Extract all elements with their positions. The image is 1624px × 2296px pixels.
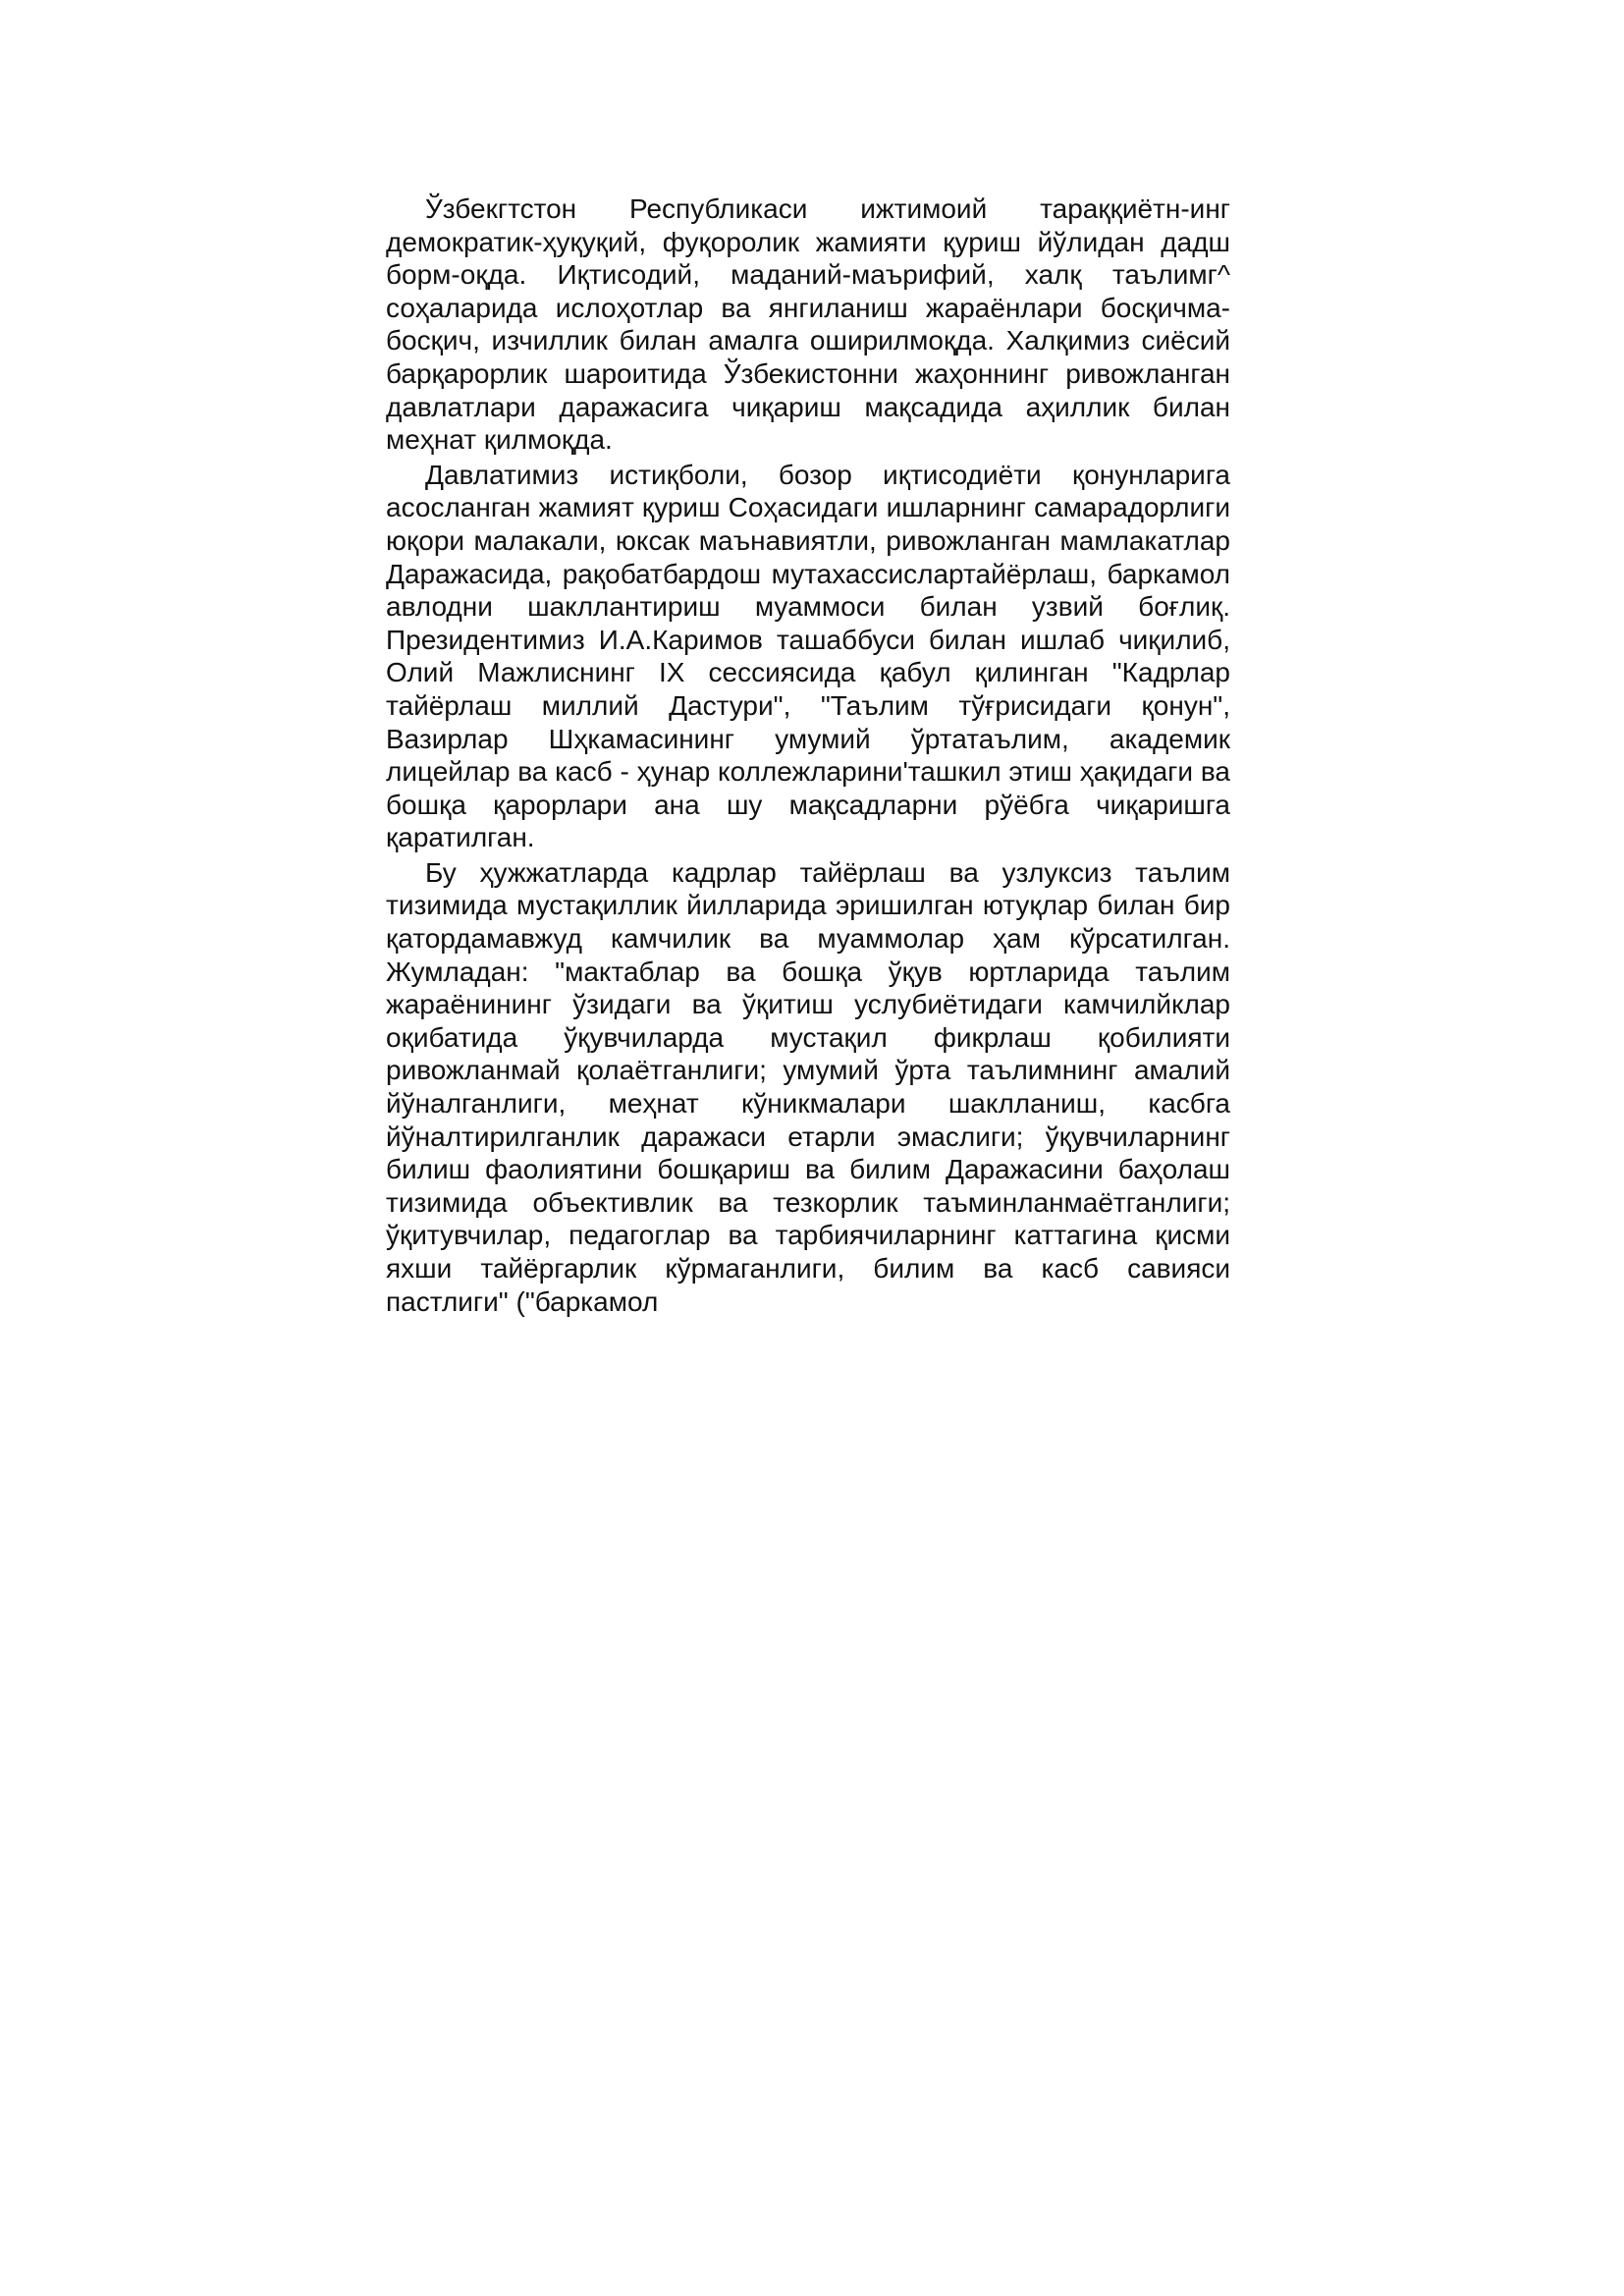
paragraph-3: Бу ҳужжатларда кадрлар тайёрлаш ва узлуксиз таълим тизимида мустақиллик йилларида эришилган ютуқлар билан бир қатордамавжуд камчилик ва муаммолар ҳам кўрсатилган. Жумладан: "мактаблар ва бошқа ўқув юртларида таълим жараёнининг ўзидаги ва ўқитиш услубиётидаги камчилйклар оқибатида ўқувчиларда мустақил фикрлаш қобилияти ривожланмай қолаётганлиги; умумий ўрта таълимнинг амалий йўналганлиги, меҳнат кўникмалари шаклланиш, касбга йўналтирилганлик даражаси етарли эмаслиги; ўқувчиларнинг билиш фаолиятини бошқариш ва билим Даражасини баҳолаш тизимида объективлик ва тезкорлик таъминланмаётганлиги; ўқитувчилар, педагоглар ва тарбиячиларнинг каттагина қисми яхши тайёргарлик кўрмаганлиги, билим ва касб савияси пастлиги" ("баркамол [386, 856, 1230, 1317]
paragraph-1: Ўзбекгтстон Республикаси ижтимоий тараққиётн-инг демократик-ҳуқуқий, фуқоролик жамияти қуриш йўлидан дадш борм-оқда. Иқтисодий, маданий-маърифий, халқ таълимг^ соҳаларида ислоҳотлар ва янгиланиш жараёнлари босқичма-босқич, изчиллик билан амалга оширилмоқда. Халқимиз сиёсий барқарорлик шароитида Ўзбекистонни жаҳоннинг ривожланган давлатлари даражасига чиқариш мақсадида аҳиллик билан меҳнат қилмоқда. [386, 193, 1230, 456]
body-text [386, 192, 1230, 1320]
paragraph-2: Давлатимиз истиқболи, бозор иқтисодиёти қонунларига асосланган жамият қуриш Соҳасидаги ишларнинг самарадорлиги юқори малакали, юксак маънавиятли, ривожланган мамлакатлар Даражасида, рақобатбардош мутахассислартайёрлаш, баркамол авлодни шакллантириш муаммоси билан узвий боғлиқ. Президентимиз И.А.Каримов ташаббуси билан ишлаб чиқилиб, Олий Мажлиснинг IX сессиясида қабул қилинган "Кадрлар тайёрлаш миллий Дастури", "Таълим тўғрисидаги қонун", Вазирлар Шҳкамасининг умумий ўртатаълим, академик лицейлар ва касб - ҳунар коллежларини'ташкил этиш ҳақидаги ва бошқа қарорлари ана шу мақсадларни рўёбга чиқаришга қаратилган. [386, 459, 1230, 853]
